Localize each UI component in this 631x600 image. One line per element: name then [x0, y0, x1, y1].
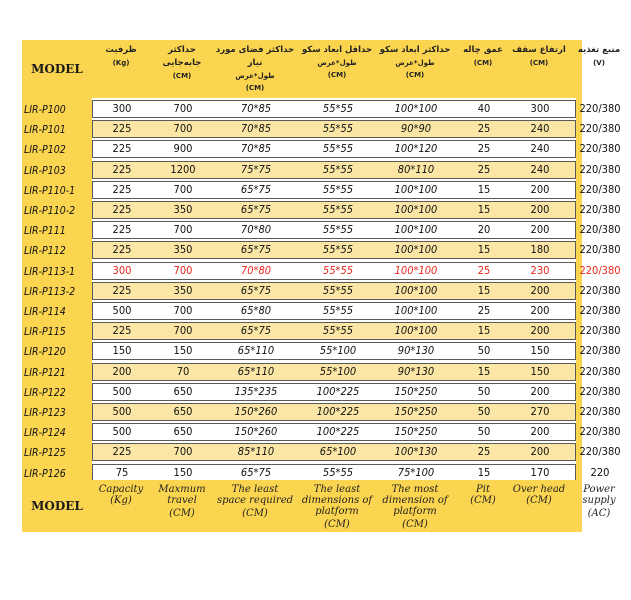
- cell-pit: 15: [477, 324, 491, 338]
- footer-line1: Maxmum: [158, 484, 206, 495]
- footer-line1: Power: [583, 484, 615, 495]
- footer-capacity: [92, 484, 150, 506]
- cell-travel: 900: [173, 142, 193, 156]
- table-row: [92, 322, 621, 340]
- cell-maxp: 100*120: [394, 142, 438, 156]
- cell-travel: 700: [173, 102, 193, 115]
- header-title: حداکثر فضای مورد نیاز: [215, 45, 295, 68]
- cell-cap: 225: [112, 223, 132, 237]
- table-row: [92, 100, 621, 118]
- table-row: [92, 161, 621, 179]
- cell-power: 220/380: [579, 405, 621, 418]
- header-model-label: MODEL: [31, 62, 83, 76]
- cell-pit: 25: [477, 122, 491, 136]
- cell-cap: 225: [112, 122, 132, 136]
- cell-pit: 40: [477, 102, 491, 115]
- cell-travel: 700: [173, 122, 193, 136]
- table-row: [92, 201, 621, 219]
- cell-maxp: 100*100: [394, 283, 438, 297]
- cell-pit: 25: [477, 304, 491, 317]
- cell-cap: 150: [112, 344, 132, 358]
- model-name: LIR-P113-2: [24, 285, 76, 298]
- cell-maxp: 150*250: [394, 425, 438, 439]
- cell-power: 220/380: [579, 304, 621, 317]
- cell-travel: 350: [173, 283, 193, 297]
- model-name: LIR-P111: [24, 225, 66, 238]
- model-name: LIR-P103: [24, 164, 66, 177]
- cell-cap: 300: [112, 263, 132, 277]
- cell-pit: 50: [477, 384, 491, 398]
- cell-power: 220/380: [579, 203, 621, 216]
- cell-over: 200: [530, 182, 550, 196]
- table-footer: [22, 480, 616, 532]
- cell-maxp: 100*100: [394, 324, 438, 338]
- footer-line2: (CM): [526, 495, 552, 506]
- footer-pit: [456, 484, 510, 506]
- footer-unit: (CM): [324, 519, 350, 530]
- header-max-platform: [376, 40, 454, 98]
- cell-space: 85*110: [237, 445, 275, 459]
- footer-line1: The least: [231, 484, 279, 495]
- table-row: [92, 383, 621, 401]
- cell-maxp: 150*250: [394, 384, 438, 398]
- footer-unit: (AC): [587, 508, 611, 519]
- cell-over: 180: [530, 243, 550, 257]
- header-unit: طول*عرض: [395, 59, 435, 67]
- header-overhead: [512, 40, 566, 98]
- cell-over: 200: [530, 203, 550, 216]
- cell-space: 65*110: [237, 344, 275, 358]
- header-unit: (Kg): [112, 59, 130, 67]
- cell-over: 230: [530, 263, 550, 277]
- footer-unit: (CM): [169, 508, 195, 519]
- header-power: [568, 40, 630, 98]
- cell-minp: 65*100: [319, 445, 357, 459]
- spec-table-sheet: [22, 40, 621, 530]
- header-min-platform: [298, 40, 376, 98]
- cell-over: 200: [530, 384, 550, 398]
- cell-travel: 700: [173, 223, 193, 237]
- model-name: LIR-P112: [24, 245, 66, 258]
- cell-pit: 50: [477, 405, 491, 418]
- cell-cap: 225: [112, 182, 132, 196]
- model-name: LIR-P102: [24, 144, 66, 157]
- cell-maxp: 100*100: [394, 223, 438, 237]
- model-name: LIR-P124: [24, 427, 66, 440]
- cell-travel: 700: [173, 304, 193, 317]
- footer-space: [214, 484, 296, 519]
- cell-space: 135*235: [234, 384, 278, 398]
- footer-travel: [152, 484, 212, 519]
- cell-minp: 55*55: [322, 304, 354, 317]
- footer-unit: (CM): [242, 508, 268, 519]
- cell-power: 220/380: [579, 243, 621, 257]
- header-space: [214, 40, 296, 98]
- cell-pit: 25: [477, 142, 491, 156]
- model-name: LIR-P115: [24, 326, 66, 339]
- footer-line2: (CM): [470, 495, 496, 506]
- cell-cap: 225: [112, 283, 132, 297]
- cell-pit: 15: [477, 283, 491, 297]
- footer-max-platform: [376, 484, 454, 530]
- cell-space: 65*75: [240, 182, 272, 196]
- cell-power: 220/380: [579, 102, 621, 115]
- cell-pit: 25: [477, 162, 491, 176]
- cell-minp: 55*55: [322, 203, 354, 216]
- cell-maxp: 150*250: [394, 405, 438, 418]
- cell-travel: 700: [173, 445, 193, 459]
- cell-travel: 150: [173, 465, 193, 479]
- cell-travel: 650: [173, 405, 193, 418]
- model-name: LIR-P126: [24, 467, 66, 480]
- cell-travel: 350: [173, 203, 193, 216]
- cell-cap: 225: [112, 243, 132, 257]
- footer-line1: Over head: [512, 484, 566, 495]
- cell-over: 150: [530, 344, 550, 358]
- cell-pit: 15: [477, 364, 491, 378]
- header-unit: (CM): [529, 59, 549, 67]
- table-row: [92, 363, 621, 381]
- cell-space: 65*110: [237, 364, 275, 378]
- table-row: [92, 464, 610, 482]
- header-pit: [456, 40, 510, 98]
- cell-travel: 1200: [170, 162, 196, 176]
- footer-unit: (CM): [402, 519, 428, 530]
- header-capacity: [92, 40, 150, 98]
- header-unit-secondary: (CM): [405, 71, 425, 79]
- footer-line1: Capacity: [98, 484, 144, 495]
- cell-minp: 55*55: [322, 182, 354, 196]
- table-row: [92, 140, 621, 158]
- cell-pit: 50: [477, 344, 491, 358]
- header-unit: (CM): [172, 72, 192, 80]
- cell-over: 200: [530, 324, 550, 338]
- footer-line2: dimension of: [382, 495, 448, 506]
- cell-travel: 350: [173, 243, 193, 257]
- model-name: LIR-P122: [24, 386, 66, 399]
- table-row: [92, 262, 621, 280]
- table-header: [22, 40, 621, 98]
- cell-maxp: 75*100: [397, 465, 435, 479]
- table-row: [92, 221, 621, 239]
- footer-line1: The least: [313, 484, 361, 495]
- cell-cap: 200: [112, 364, 132, 378]
- cell-power: 220/380: [579, 162, 621, 176]
- cell-space: 65*75: [240, 324, 272, 338]
- cell-minp: 55*55: [322, 324, 354, 338]
- footer-line2: travel: [167, 495, 197, 506]
- cell-maxp: 90*130: [397, 344, 435, 358]
- cell-power: 220/380: [579, 283, 621, 297]
- footer-line1: Pit: [476, 484, 490, 495]
- cell-minp: 100*225: [316, 425, 360, 439]
- table-row: [92, 423, 621, 441]
- cell-over: 240: [530, 142, 550, 156]
- cell-cap: 500: [112, 405, 132, 418]
- cell-cap: 300: [112, 102, 132, 115]
- model-name: LIR-P120: [24, 346, 66, 359]
- cell-power: 220/380: [579, 384, 621, 398]
- table-row: [92, 443, 621, 461]
- model-name: LIR-P100: [24, 104, 66, 116]
- cell-maxp: 100*100: [394, 304, 438, 317]
- cell-space: 65*75: [240, 203, 272, 216]
- header-title: حداکثر جابه‌جایی: [162, 45, 202, 68]
- cell-maxp: 100*100: [394, 182, 438, 196]
- header-title: حداکثر ابعاد سکو: [379, 45, 451, 55]
- cell-space: 75*75: [240, 162, 272, 176]
- cell-space: 65*75: [240, 243, 272, 257]
- cell-minp: 100*225: [316, 384, 360, 398]
- cell-pit: 15: [477, 243, 491, 257]
- cell-power: 220/380: [579, 263, 621, 277]
- footer-line3: platform: [315, 506, 359, 517]
- model-name: LIR-P110-2: [24, 205, 76, 217]
- cell-pit: 25: [477, 445, 491, 459]
- header-title: منبع تغذیه: [577, 45, 621, 55]
- cell-space: 65*80: [240, 304, 272, 317]
- cell-minp: 55*55: [322, 263, 354, 277]
- cell-over: 200: [530, 304, 550, 317]
- cell-over: 270: [530, 405, 550, 418]
- header-title: عمق چاله: [463, 45, 503, 55]
- cell-over: 200: [530, 223, 550, 237]
- model-name: LIR-P121: [24, 366, 66, 379]
- cell-minp: 55*55: [322, 283, 354, 297]
- model-name: LIR-P114: [24, 306, 66, 318]
- cell-minp: 55*100: [319, 364, 357, 378]
- cell-pit: 50: [477, 425, 491, 439]
- cell-space: 70*85: [240, 142, 272, 156]
- table-row: [92, 282, 621, 300]
- cell-minp: 55*55: [322, 223, 354, 237]
- cell-power: 220/380: [579, 142, 621, 156]
- cell-space: 65*75: [240, 465, 272, 479]
- cell-travel: 70: [176, 364, 190, 378]
- cell-over: 150: [530, 364, 550, 378]
- footer-min-platform: [298, 484, 376, 530]
- header-title: ارتفاع سقف: [512, 45, 566, 55]
- cell-power: 220/380: [579, 223, 621, 237]
- table-row: [92, 342, 621, 360]
- table-row: [92, 120, 621, 138]
- cell-travel: 700: [173, 263, 193, 277]
- cell-power: 220: [590, 465, 610, 479]
- cell-minp: 55*55: [322, 142, 354, 156]
- cell-pit: 15: [477, 465, 491, 479]
- cell-cap: 500: [112, 304, 132, 317]
- cell-power: 220/380: [579, 122, 621, 136]
- table-row: [92, 403, 621, 421]
- cell-travel: 700: [173, 182, 193, 196]
- cell-cap: 75: [115, 465, 129, 479]
- footer-line2: supply: [582, 495, 616, 506]
- cell-space: 70*80: [240, 263, 272, 277]
- model-name: LIR-P125: [24, 447, 66, 460]
- cell-pit: 20: [477, 223, 491, 237]
- footer-line1: The most: [391, 484, 439, 495]
- cell-minp: 55*55: [322, 122, 354, 136]
- cell-pit: 15: [477, 182, 491, 196]
- cell-over: 170: [530, 465, 550, 479]
- cell-travel: 150: [173, 344, 193, 358]
- cell-over: 200: [530, 425, 550, 439]
- cell-cap: 225: [112, 203, 132, 216]
- cell-power: 220/380: [579, 324, 621, 338]
- cell-maxp: 100*100: [394, 203, 438, 216]
- cell-space: 70*80: [240, 223, 272, 237]
- cell-maxp: 90*130: [397, 364, 435, 378]
- cell-power: 220/380: [579, 425, 621, 439]
- cell-cap: 500: [112, 425, 132, 439]
- header-unit: (CM): [473, 59, 493, 67]
- model-name: LIR-P110-1: [24, 184, 76, 197]
- footer-line2: space required: [216, 495, 294, 506]
- table-row: [92, 241, 621, 259]
- cell-cap: 225: [112, 324, 132, 338]
- cell-over: 200: [530, 445, 550, 459]
- header-unit: (V): [593, 59, 605, 67]
- header-title: ظرفیت: [105, 45, 137, 55]
- header-title: حداقل ابعاد سکو: [301, 45, 373, 55]
- cell-power: 220/380: [579, 445, 621, 459]
- footer-model-label: MODEL: [31, 499, 83, 513]
- cell-minp: 55*55: [322, 243, 354, 257]
- model-name: LIR-P113-1: [24, 265, 76, 278]
- cell-power: 220/380: [579, 182, 621, 196]
- table-row: [92, 302, 621, 320]
- model-column: [22, 98, 92, 480]
- cell-travel: 700: [173, 324, 193, 338]
- cell-pit: 15: [477, 203, 491, 216]
- header-travel: [152, 40, 212, 98]
- header-unit-secondary: (CM): [327, 71, 347, 79]
- cell-space: 70*85: [240, 122, 272, 136]
- cell-cap: 225: [112, 445, 132, 459]
- cell-over: 200: [530, 283, 550, 297]
- cell-minp: 55*55: [322, 102, 354, 115]
- header-unit: طول*عرض: [317, 59, 357, 67]
- cell-travel: 650: [173, 384, 193, 398]
- model-name: LIR-P123: [24, 407, 66, 419]
- cell-space: 150*260: [234, 425, 278, 439]
- cell-over: 240: [530, 162, 550, 176]
- cell-space: 150*260: [234, 405, 278, 418]
- cell-travel: 650: [173, 425, 193, 439]
- cell-space: 70*85: [240, 102, 272, 115]
- footer-line3: platform: [393, 506, 437, 517]
- header-unit: طول*عرض: [235, 72, 275, 80]
- cell-minp: 100*225: [316, 405, 360, 418]
- cell-maxp: 90*90: [400, 122, 432, 136]
- cell-minp: 55*55: [322, 465, 354, 479]
- cell-maxp: 80*110: [397, 162, 435, 176]
- model-name: LIR-P101: [24, 124, 66, 137]
- cell-maxp: 100*100: [394, 102, 438, 115]
- cell-cap: 500: [112, 384, 132, 398]
- cell-over: 300: [530, 102, 550, 115]
- footer-line2: dimensions of: [301, 495, 373, 506]
- footer-power: [568, 484, 630, 519]
- footer-line2: (Kg): [110, 495, 132, 506]
- cell-maxp: 100*100: [394, 263, 438, 277]
- cell-space: 65*75: [240, 283, 272, 297]
- cell-cap: 225: [112, 162, 132, 176]
- cell-minp: 55*100: [319, 344, 357, 358]
- header-unit-secondary: (CM): [245, 84, 265, 92]
- cell-minp: 55*55: [322, 162, 354, 176]
- cell-pit: 25: [477, 263, 491, 277]
- cell-cap: 225: [112, 142, 132, 156]
- cell-maxp: 100*130: [394, 445, 438, 459]
- cell-over: 240: [530, 122, 550, 136]
- table-row: [92, 181, 621, 199]
- footer-overhead: [512, 484, 566, 506]
- cell-maxp: 100*100: [394, 243, 438, 257]
- cell-power: 220/380: [579, 344, 621, 358]
- cell-power: 220/380: [579, 364, 621, 378]
